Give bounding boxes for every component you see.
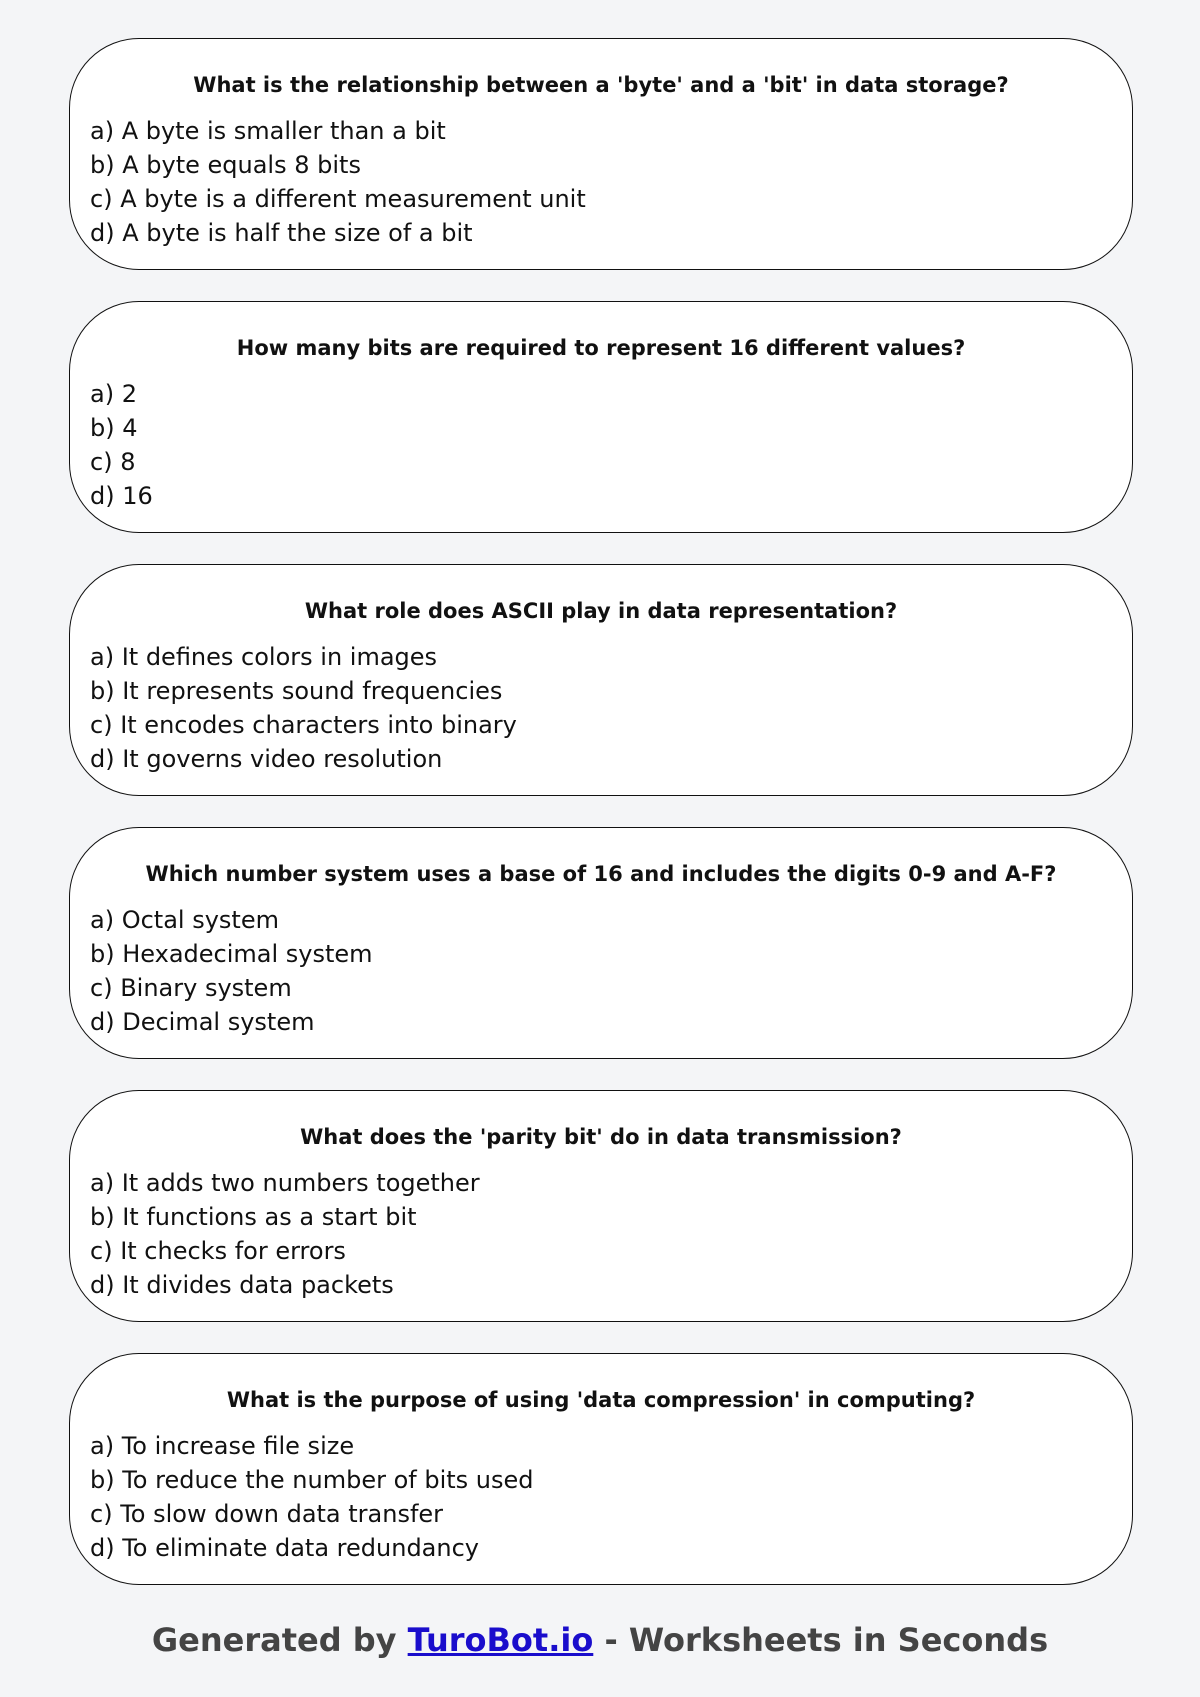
answer-option: b) A byte equals 8 bits: [90, 151, 361, 179]
question-card: [69, 827, 1133, 1059]
question-text: What is the relationship between a 'byte' and a 'bit' in data storage?: [193, 73, 1009, 97]
footer-prefix: Generated by: [151, 1621, 408, 1659]
answer-options: [90, 1166, 1112, 1302]
answer-option: c) Binary system: [90, 974, 292, 1002]
answer-option: d) A byte is half the size of a bit: [90, 219, 473, 247]
answer-option: d) It divides data packets: [90, 1271, 394, 1299]
answer-option: a) A byte is smaller than a bit: [90, 117, 446, 145]
question-card: [69, 1353, 1133, 1585]
answer-option: d) Decimal system: [90, 1008, 315, 1036]
answer-option: d) It governs video resolution: [90, 745, 443, 773]
footer-credit: [0, 1618, 1200, 1662]
question-card: [69, 301, 1133, 533]
answer-option: c) It encodes characters into binary: [90, 711, 517, 739]
worksheet-questions: [69, 38, 1133, 1616]
answer-option: c) 8: [90, 448, 136, 476]
answer-options: [90, 640, 1112, 776]
answer-options: [90, 114, 1112, 250]
answer-option: a) To increase file size: [90, 1432, 355, 1460]
question-card: [69, 1090, 1133, 1322]
answer-option: b) It functions as a start bit: [90, 1203, 417, 1231]
answer-options: [90, 903, 1112, 1039]
question-card: [69, 564, 1133, 796]
answer-option: b) 4: [90, 414, 138, 442]
question-text: Which number system uses a base of 16 and includes the digits 0-9 and A-F?: [145, 862, 1057, 886]
answer-options: [90, 377, 1112, 513]
footer-suffix: - Worksheets in Seconds: [593, 1621, 1049, 1659]
answer-option: b) It represents sound frequencies: [90, 677, 503, 705]
answer-option: b) To reduce the number of bits used: [90, 1466, 534, 1494]
answer-option: b) Hexadecimal system: [90, 940, 373, 968]
question-text: What role does ASCII play in data representation?: [304, 599, 898, 623]
answer-option: d) To eliminate data redundancy: [90, 1534, 479, 1562]
answer-options: [90, 1429, 1112, 1565]
answer-option: d) 16: [90, 482, 153, 510]
answer-option: a) It defines colors in images: [90, 643, 438, 671]
answer-option: c) A byte is a different measurement unit: [90, 185, 586, 213]
question-text: How many bits are required to represent 16 different values?: [236, 336, 966, 360]
turobot-link[interactable]: TuroBot.io: [407, 1621, 594, 1659]
answer-option: a) Octal system: [90, 906, 279, 934]
question-text: What does the 'parity bit' do in data transmission?: [300, 1125, 902, 1149]
answer-option: c) It checks for errors: [90, 1237, 346, 1265]
question-text: What is the purpose of using 'data compression' in computing?: [226, 1388, 976, 1412]
question-card: [69, 38, 1133, 270]
answer-option: a) It adds two numbers together: [90, 1169, 480, 1197]
answer-option: a) 2: [90, 380, 137, 408]
answer-option: c) To slow down data transfer: [90, 1500, 444, 1528]
